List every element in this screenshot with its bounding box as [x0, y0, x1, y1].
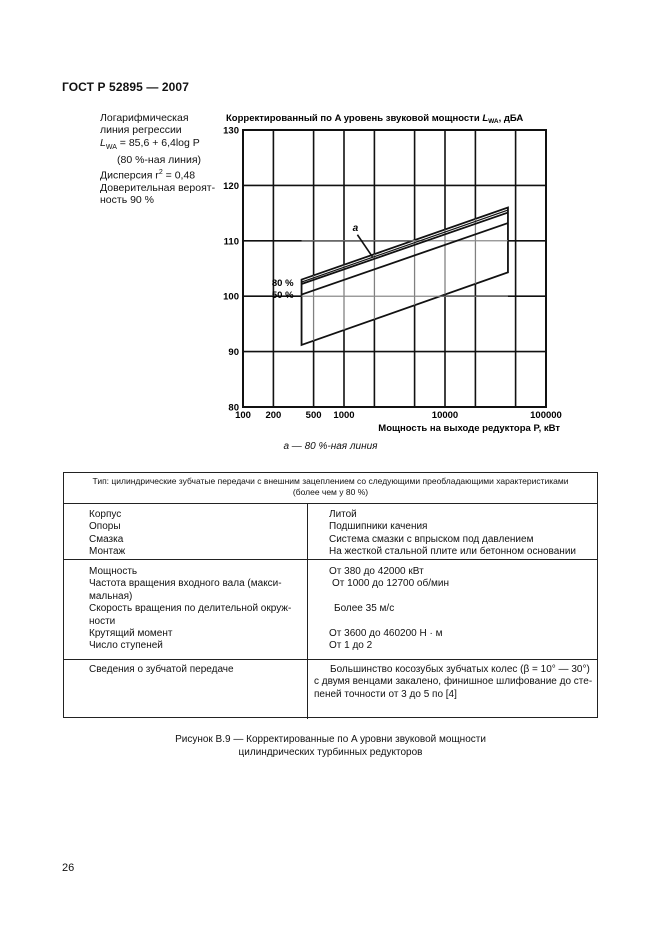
y-tick-label: 120 — [223, 180, 239, 192]
table-cell: Подшипники качения — [329, 521, 428, 533]
table-cell: Смазка — [89, 533, 124, 545]
y-tick-label: 90 — [228, 347, 239, 359]
table-cell: От 3600 до 460200 Н · м — [329, 628, 443, 639]
table-row-1-left — [89, 509, 125, 559]
table-cell: От 380 до 42000 кВт — [329, 566, 424, 577]
legend-dispersion-label: Дисперсия r — [100, 169, 159, 182]
x-tick-label: 100 — [235, 410, 251, 421]
table-cell: Крутящий момент — [89, 628, 173, 640]
legend-line-confidence-2: ность 90 % — [100, 194, 155, 207]
x-tick-labels — [235, 410, 562, 421]
chart-note-text: а — 80 %-ная линия — [283, 441, 378, 452]
caption-line-2: цилиндрических турбинных редукторов — [238, 746, 423, 758]
document-header: ГОСТ Р 52895 — 2007 — [62, 80, 189, 94]
table-column-divider — [307, 504, 308, 719]
table-cell: Число ступеней — [89, 640, 163, 652]
table-cell: Большинство косозубых зубчатых колес (β = 10° — 30°) — [330, 664, 590, 675]
table-row-2-left — [89, 566, 291, 653]
legend-line-2: линия регрессии — [100, 124, 182, 137]
y-tick-label: 110 — [223, 236, 239, 248]
table-cell: Частота вращения входного вала (макси- — [89, 578, 282, 590]
table-cell: Сведения о зубчатой передаче — [89, 664, 234, 675]
legend-formula-symbol: L — [100, 136, 106, 149]
label-80-percent: 80 % — [271, 278, 294, 290]
spec-table — [63, 472, 598, 718]
spec-table-header — [64, 473, 597, 504]
chart-xlabel: Мощность на выходе редуктора P, кВт — [378, 423, 560, 434]
table-cell: Мощность — [89, 566, 138, 577]
legend-formula-rhs: = 85,6 + 6,4log P — [119, 136, 200, 149]
chart-title — [226, 113, 523, 125]
x-tick-label: 10000 — [431, 410, 459, 421]
table-cell: Литой — [329, 509, 357, 520]
legend-line-1: Логарифмическая — [100, 112, 189, 124]
table-cell: Более 35 м/с — [334, 603, 395, 615]
table-cell: Скорость вращения по делительной окруж- — [89, 603, 292, 615]
figure-caption — [0, 734, 661, 759]
table-cell: Опоры — [89, 521, 121, 533]
table-cell: мальная) — [89, 590, 133, 602]
y-tick-labels — [223, 126, 239, 414]
table-cell: Система смазки с впрыском под давлением — [329, 533, 534, 545]
label-50-percent: 50 % — [271, 290, 294, 302]
y-tick-label: 130 — [223, 125, 239, 137]
table-cell: От 1 до 2 — [329, 640, 373, 652]
y-tick-label: 80 — [228, 402, 239, 414]
legend-dispersion-power: 2 — [158, 168, 163, 176]
chart-ylabel-unit: , дБА — [498, 113, 524, 124]
table-cell: Монтаж — [89, 546, 126, 558]
x-tick-label: 1000 — [333, 410, 355, 421]
table-cell: пеней точности от 3 до 5 по [4] — [314, 688, 457, 700]
label-a-leader — [357, 235, 372, 257]
spec-table-header-line-2: (более чем у 80 %) — [292, 487, 369, 497]
y-tick-label: 100 — [223, 291, 239, 303]
spec-table-header-line-1: Тип: цилиндрические зубчатые передачи с внешним зацеплением со следующими преобладающими характеристиками — [92, 476, 569, 486]
legend-formula-subscript: WA — [105, 143, 117, 151]
x-tick-label: 200 — [265, 410, 282, 421]
chart-title-text: Корректированный по A уровень звуковой мощности — [226, 113, 480, 124]
table-row-3-left — [89, 664, 234, 676]
legend-dispersion-value: = 0,48 — [165, 169, 196, 182]
label-a: a — [352, 222, 359, 234]
table-row-1-right — [329, 509, 576, 559]
confidence-band — [302, 208, 508, 345]
table-cell: От 1000 до 12700 об/мин — [332, 578, 449, 590]
x-tick-label: 100000 — [530, 410, 562, 421]
table-cell: Корпус — [89, 509, 122, 520]
page-number: 26 — [62, 862, 75, 874]
table-row-divider-2 — [64, 659, 597, 660]
table-cell: с двумя венцами закалено, финишное шлифование до сте- — [314, 676, 593, 688]
chart-ylabel-sub: WA — [488, 118, 499, 125]
table-row-2-right — [329, 566, 449, 653]
table-row-3-right — [314, 664, 592, 701]
chart-note — [0, 441, 661, 452]
chart-ylabel-symbol: L — [482, 113, 489, 124]
chart-band-layer — [302, 208, 508, 345]
sound-power-chart — [0, 0, 661, 460]
x-tick-label: 500 — [305, 410, 322, 421]
legend-line-percent: (80 %-ная линия) — [117, 154, 202, 167]
table-cell: ности — [89, 615, 116, 627]
table-cell: На жесткой стальной плите или бетонном основании — [329, 546, 576, 558]
table-row-divider-1 — [64, 559, 597, 560]
caption-line-1: Рисунок В.9 — Корректированные по A уровни звуковой мощности — [175, 734, 486, 745]
legend-line-confidence-1: Доверительная вероят- — [100, 181, 216, 194]
